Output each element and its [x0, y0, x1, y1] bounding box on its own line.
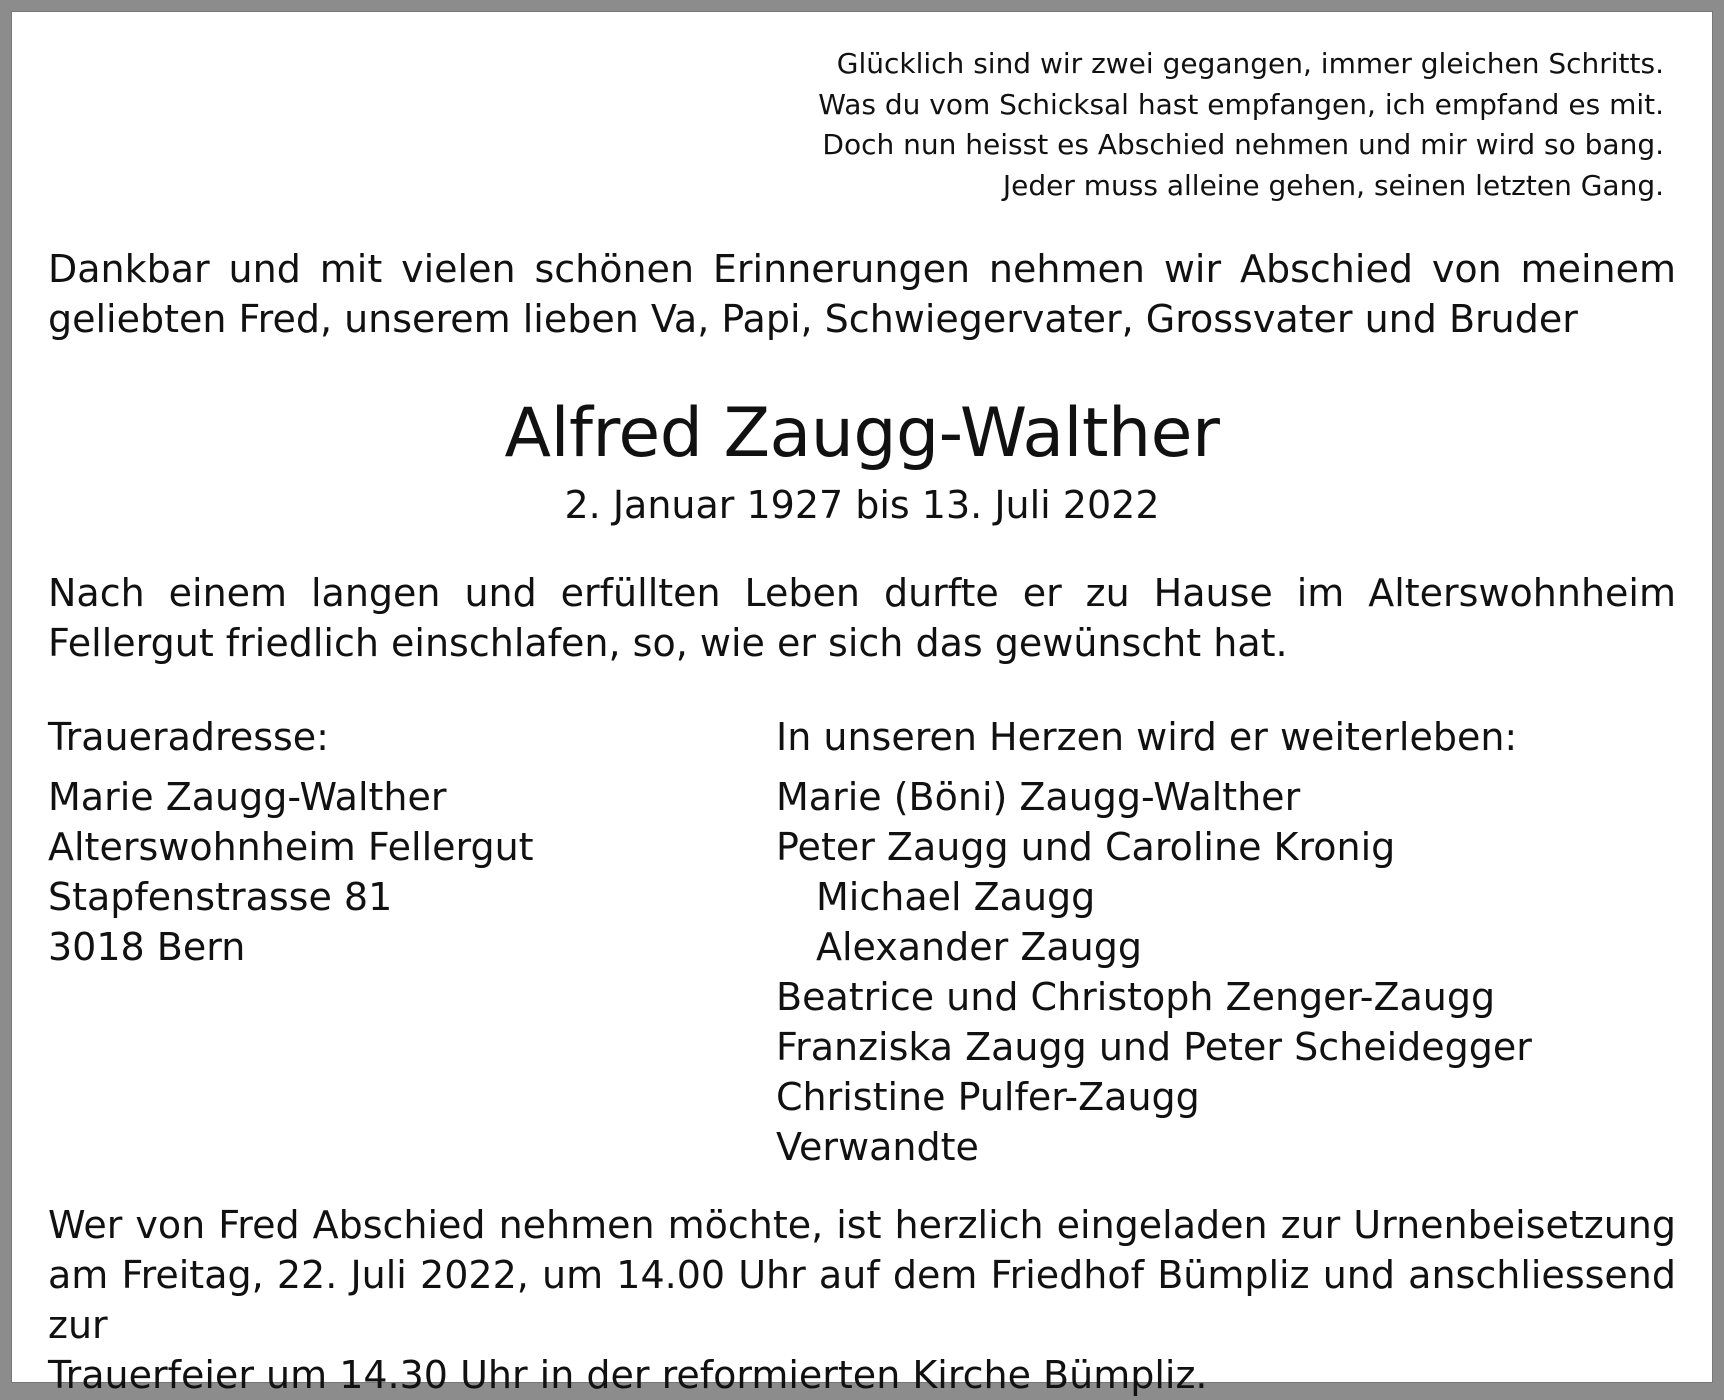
intro-line: Dankbar und mit vielen schönen Erinnerungen nehmen wir Abschied von meinem: [48, 247, 1676, 291]
mourner-line: Christine Pulfer-Zaugg: [776, 1075, 1200, 1119]
mourner-line: Verwandte: [776, 1125, 979, 1169]
closing-line: Trauerfeier um 14.30 Uhr in der reformierten Kirche Bümpliz.: [48, 1353, 1208, 1397]
mourner-line: Marie (Böni) Zaugg-Walther: [776, 775, 1301, 819]
address-line: 3018 Bern: [48, 925, 246, 969]
mourner-line: Alexander Zaugg: [816, 925, 1142, 969]
life-dates: 2. Januar 1927 bis 13. Juli 2022: [564, 483, 1160, 527]
address-line: Marie Zaugg-Walther: [48, 775, 447, 819]
deceased-name: Alfred Zaugg-Walther: [504, 394, 1220, 473]
closing-line: am Freitag, 22. Juli 2022, um 14.00 Uhr auf dem Friedhof Bümpliz und anschliessend zur: [48, 1253, 1676, 1347]
mourner-line: Michael Zaugg: [816, 875, 1096, 919]
poem-line: Was du vom Schicksal hast empfangen, ich empfand es mit.: [818, 87, 1664, 121]
closing-line: Wer von Fred Abschied nehmen möchte, ist herzlich eingeladen zur Urnenbeisetzung: [48, 1203, 1676, 1247]
mourning-address: [48, 712, 728, 972]
poem-line: Glücklich sind wir zwei gegangen, immer gleichen Schritts.: [836, 47, 1664, 80]
address-line: Stapfenstrasse 81: [48, 875, 393, 919]
obituary-page: [12, 12, 1712, 1397]
poem-line: Jeder muss alleine gehen, seinen letzten Gang.: [1002, 168, 1664, 202]
intro-text: [48, 244, 1676, 344]
mourners-heading: In unseren Herzen wird er weiterleben:: [776, 715, 1518, 759]
body-line: Fellergut friedlich einschlafen, so, wie er sich das gewünscht hat.: [48, 621, 1288, 665]
address-heading: Traueradresse:: [48, 715, 329, 759]
mourner-line: Franziska Zaugg und Peter Scheidegger: [776, 1025, 1532, 1069]
mourner-line: Beatrice und Christoph Zenger-Zaugg: [776, 975, 1496, 1019]
intro-line: geliebten Fred, unserem lieben Va, Papi, Schwiegervater, Grossvater und Bruder: [48, 297, 1578, 341]
closing-text: [48, 1200, 1676, 1400]
body-text: [48, 568, 1676, 668]
body-line: Nach einem langen und erfüllten Leben durfte er zu Hause im Alterswohnheim: [48, 571, 1676, 615]
mourner-line: Peter Zaugg und Caroline Kronig: [776, 825, 1396, 869]
mourners-list: [776, 712, 1676, 1172]
address-line: Alterswohnheim Fellergut: [48, 825, 534, 869]
poem-line: Doch nun heisst es Abschied nehmen und mir wird so bang.: [822, 128, 1664, 161]
poem: [564, 44, 1664, 206]
